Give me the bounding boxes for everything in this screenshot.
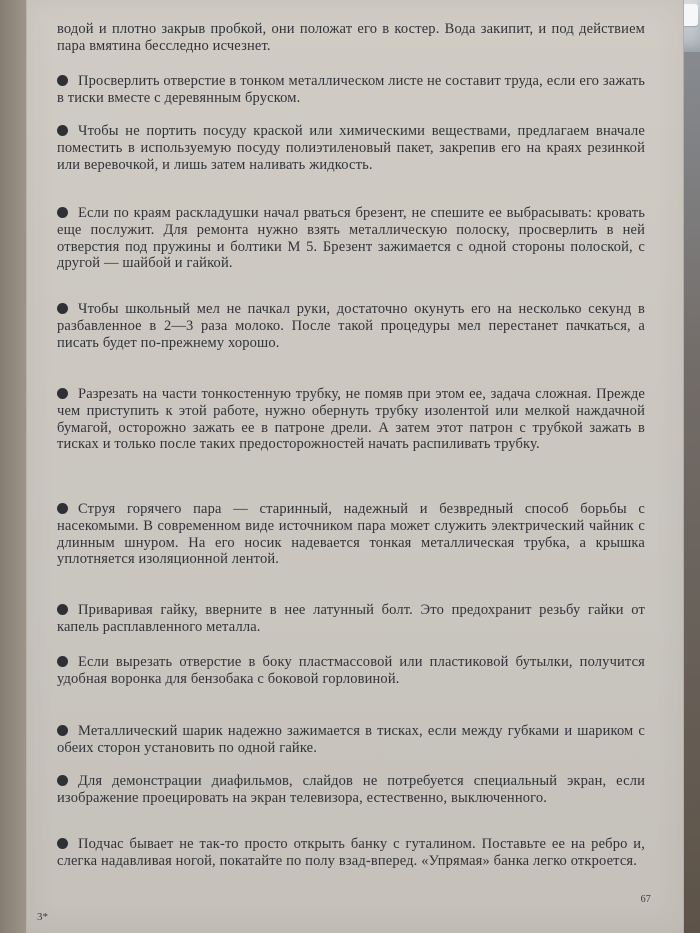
bullet-icon (57, 503, 68, 514)
paragraph-intro (57, 21, 645, 55)
bullet-icon (57, 775, 68, 786)
bullet-icon (57, 388, 68, 399)
paragraph-text: Металлический шарик надежно зажимается в тисках, если между губками и шариком с обеих сторон установить по одной гайке. (57, 723, 645, 756)
bullet-icon (57, 838, 68, 849)
bullet-icon (57, 725, 68, 736)
paragraph-text: Струя горячего пара — старинный, надежный и безвредный способ борьбы с насекомыми. В современном виде источником пара может служить электрический чайник с длинным шнуром. На его носик надевается тонкая металлическая трубка, а крышка уплотняется изоляционной лентой. (57, 501, 645, 568)
paragraph-text: Приваривая гайку, вверните в нее латунный болт. Это предохранит резьбу гайки от капель расплавленного металла. (57, 602, 645, 635)
page-number: 67 (640, 894, 651, 905)
bullet-icon (57, 75, 68, 86)
tip-paragraph (57, 501, 645, 568)
paragraph-text: Подчас бывает не так-то просто открыть банку с гуталином. Поставьте ее на ребро и, слегка надавливая ногой, покатайте по полу взад-вперед. «Упрямая» банка легко откроется. (57, 836, 645, 869)
bullet-icon (57, 604, 68, 615)
bullet-icon (57, 656, 68, 667)
paragraph-text: Если по краям раскладушки начал рваться брезент, не спешите ее выбрасывать: кровать еще послужит. Для ремонта нужно взять металлическую полоску, просверлить в ней отверстия под пружины и болтики М 5. Брезент зажимается с одной стороны полоской, с другой — шайбой и гайкой. (57, 205, 645, 272)
bullet-icon (57, 125, 68, 136)
bullet-icon (57, 207, 68, 218)
paragraph-text: Просверлить отверстие в тонком металлическом листе не составит труда, если его зажать в тиски вместе с деревянным бруском. (57, 73, 645, 106)
bullet-icon (57, 303, 68, 314)
tip-paragraph (57, 654, 645, 688)
document-page (26, 0, 684, 933)
tip-paragraph (57, 73, 645, 107)
page-mark: 3* (37, 911, 48, 923)
paragraph-text: Для демонстрации диафильмов, слайдов не потребуется специальный экран, если изображение проецировать на экран телевизора, естественно, выключенного. (57, 773, 645, 806)
tip-paragraph (57, 386, 645, 453)
tip-paragraph (57, 123, 645, 173)
tip-paragraph (57, 773, 645, 807)
paragraph-text: Чтобы не портить посуду краской или химическими веществами, предлагаем вначале поместить в используемую посуду полиэтиленовый пакет, закрепив его на краях резинкой или веревочкой, и лишь затем наливать жидкость. (57, 123, 645, 173)
tip-paragraph (57, 205, 645, 272)
paragraph-text: Если вырезать отверстие в боку пластмассовой или пластиковой бутылки, получится удобная воронка для бензобака с боковой горловиной. (57, 654, 645, 687)
tip-paragraph (57, 836, 645, 870)
tip-paragraph (57, 301, 645, 351)
tip-paragraph (57, 602, 645, 636)
tip-paragraph (57, 723, 645, 757)
paragraph-text: Чтобы школьный мел не пачкал руки, достаточно окунуть его на несколько секунд в разбавленное в 2—3 раза молоко. После такой процедуры мел перестанет пачкаться, а писать будет по-прежнему хорошо. (57, 301, 645, 351)
paragraph-text: Разрезать на части тонкостенную трубку, не помяв при этом ее, задача сложная. Прежде чем приступить к этой работе, нужно обернуть трубку изолентой или мелкой наждачной бумагой, осторожно зажать ее в патроне дрели. А затем этот патрон с трубкой зажать в тисках и только после таких предосторожностей начать распиливать трубку. (57, 386, 645, 453)
paragraph-text: водой и плотно закрыв пробкой, они положат его в костер. Вода закипит, и под действием пара вмятина бесследно исчезнет. (57, 21, 645, 54)
